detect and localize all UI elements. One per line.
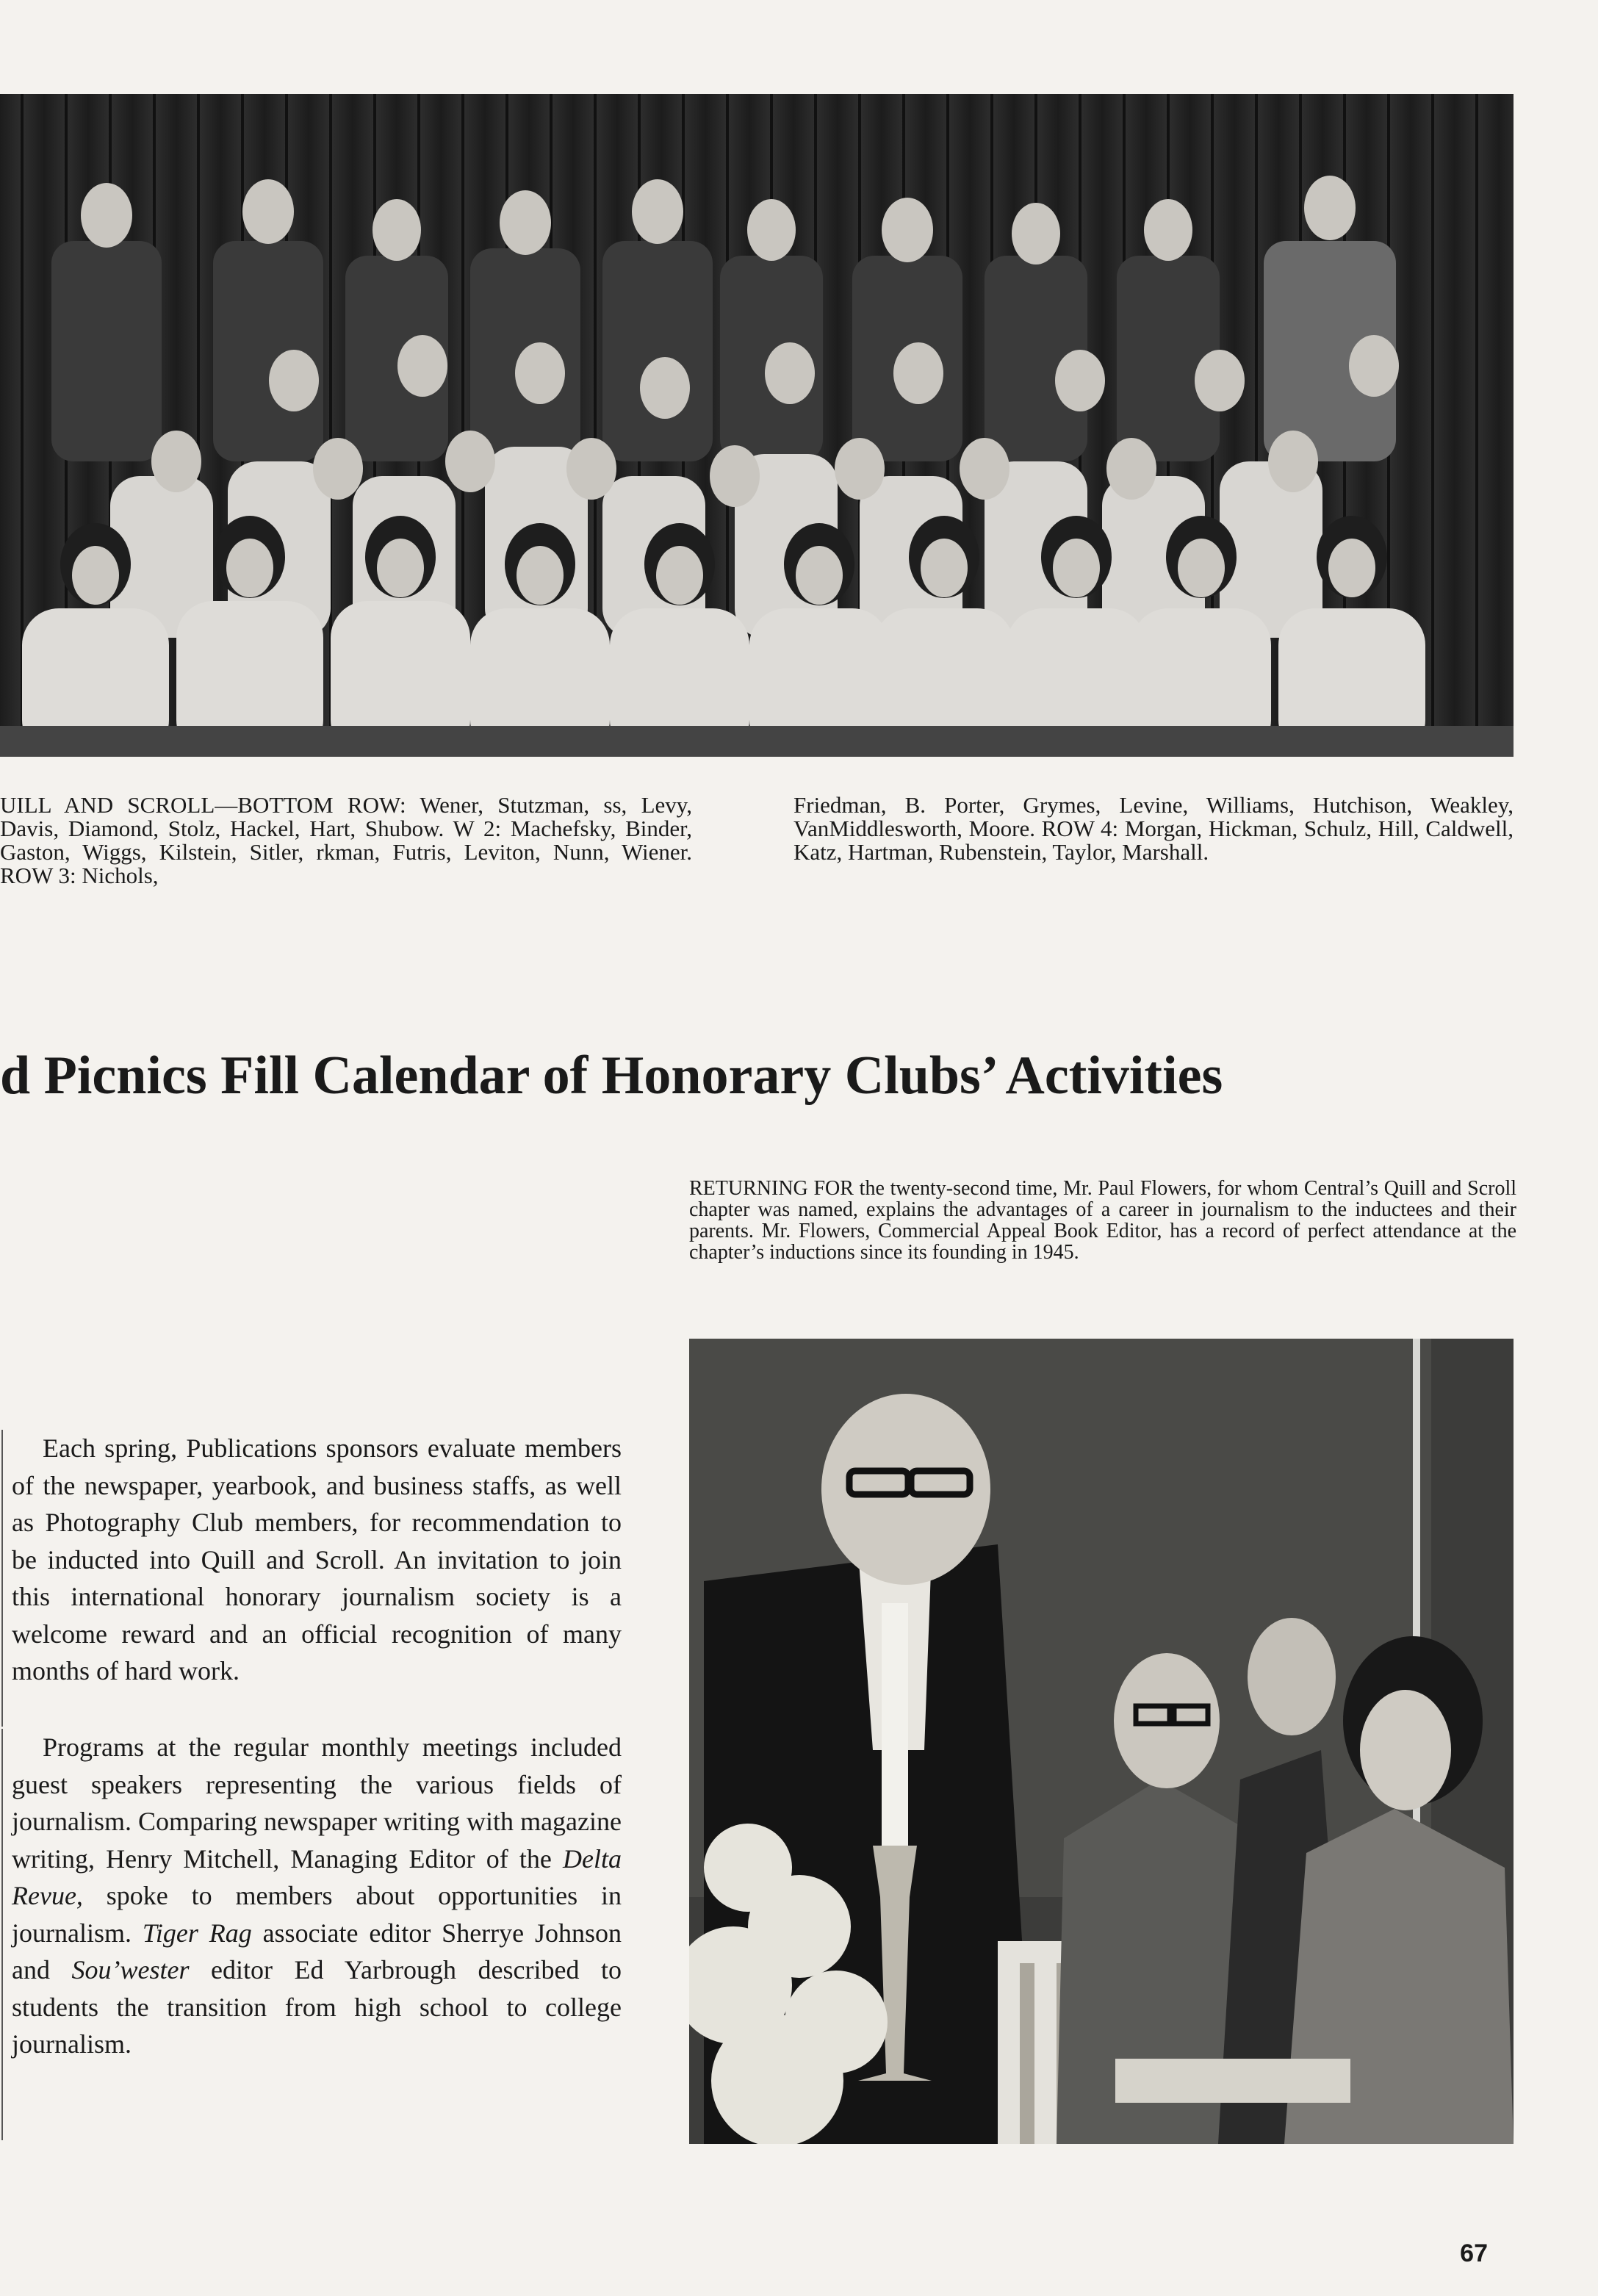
publication-name-souwester: Sou’wester [71, 1955, 190, 1984]
publication-name-delta-revue: Delta Revue, [12, 1843, 622, 1910]
body-paragraph-1: Each spring, Publications sponsors evaluate members of the newspaper, yearbook, and business staffs, as well as Photography Club members, for recommendation to be inducted into Quill and Scroll. An invitation to join this international honorary journalism society is a welcome reward and an official recognition of many months of hard work. [12, 1433, 622, 1685]
caption-text: the twenty-second time, Mr. Paul Flowers, for whom Central’s Quill and Scroll chapter was named, explains the advantages of a career in journalism to the inductees and their parents. Mr. Flowers, Commercial Appeal Book Editor, has a record of perfect attendance at the chapter’s inductions since its founding in 1945. [689, 1177, 1517, 1264]
group-photo-caption-right: Friedman, B. Porter, Grymes, Levine, Williams, Hutchison, Weakley, VanMiddlesworth, Moore. ROW 4: Morgan, Hickman, Schulz, Hill, Caldwell, Katz, Hartman, Rubenstein, Taylor, Marshall. [793, 792, 1514, 865]
speaker-photo [689, 1339, 1514, 2144]
caption-lead-in: RETURNING FOR [689, 1177, 854, 1200]
speaker-photo-image [689, 1339, 1514, 2144]
body-paragraph-2 [12, 1729, 622, 2063]
group-photo-caption-left: UILL AND SCROLL—BOTTOM ROW: Wener, Stutzman, ss, Levy, Davis, Diamond, Stolz, Hackel, Hart, Shubow. W 2: Machefsky, Binder, Gaston, Wiggs, Kilstein, Sitler, rkman, Futris, Leviton, Nunn, Wiener. ROW 3: Nichols, [0, 792, 692, 888]
publication-name-tiger-rag: Tiger Rag [142, 1918, 252, 1948]
column-rule [1, 1430, 3, 1727]
paragraph-2-text-d: editor Ed Yarbrough described to students the transition from high school to college journalism. [12, 1955, 622, 2059]
speaker-photo-caption [689, 1178, 1516, 1263]
paragraph-2-text-b: spoke to members about opportunities in journalism. [12, 1881, 622, 1948]
page-headline: d Picnics Fill Calendar of Honorary Clubs’ Activities [0, 1046, 1223, 1106]
page-number: 67 [1460, 2239, 1488, 2267]
paragraph-2-text-c: associate editor Sherrye Johnson and [12, 1918, 622, 1984]
column-rule [1, 1729, 3, 2140]
group-photo [0, 94, 1514, 757]
paragraph-2-text-a: Programs at the regular monthly meetings included guest speakers representing the various fields of journalism. Comparing newspaper writing with magazine writing, Henry Mitchell, Managing Editor of the [12, 1732, 622, 1874]
group-photo-image [0, 94, 1514, 757]
